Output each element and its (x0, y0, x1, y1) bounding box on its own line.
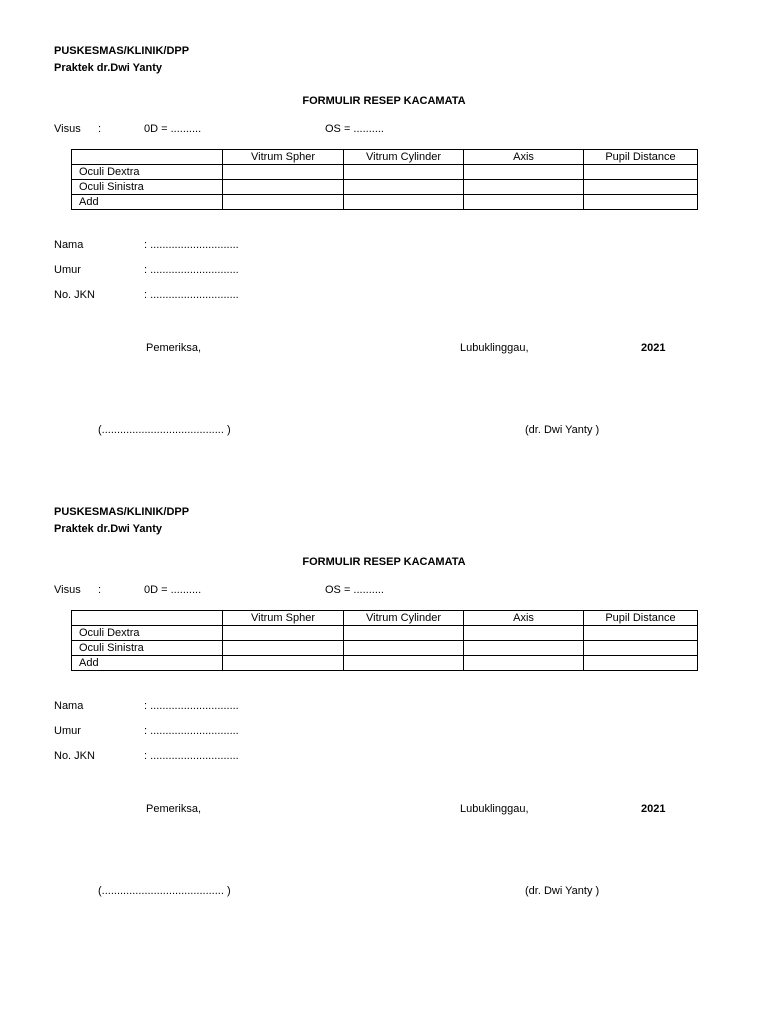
doctor-signature: (dr. Dwi Yanty ) (525, 424, 600, 436)
table-cell[interactable] (344, 656, 464, 671)
table-cell[interactable] (464, 656, 584, 671)
table-header-cell: Vitrum Cylinder (344, 611, 464, 626)
city-label: Lubuklinggau, (460, 342, 529, 354)
table-cell[interactable] (223, 626, 344, 641)
table-row (72, 641, 698, 656)
table-cell[interactable] (464, 180, 584, 195)
table-cell[interactable] (223, 180, 344, 195)
row-label: Oculi Sinistra (72, 180, 223, 195)
umur-field[interactable]: : ............................. (144, 725, 239, 737)
table-row (72, 180, 698, 195)
no-jkn-label: No. JKN (54, 289, 95, 301)
prescription-form-2 (0, 461, 768, 921)
visus-od-field[interactable]: 0D = .......... (144, 123, 202, 135)
practice-name: Praktek dr.Dwi Yanty (54, 62, 163, 74)
nama-field[interactable]: : ............................. (144, 700, 239, 712)
form-title: FORMULIR RESEP KACAMATA (302, 556, 466, 568)
row-label: Oculi Sinistra (72, 641, 223, 656)
year-label: 2021 (641, 803, 666, 815)
nama-label: Nama (54, 700, 84, 712)
table-header-row (72, 611, 698, 626)
visus-os-field[interactable]: OS = .......... (325, 584, 384, 596)
visus-od-field[interactable]: 0D = .......... (144, 584, 202, 596)
table-header-cell: Vitrum Spher (223, 611, 344, 626)
row-label: Oculi Dextra (72, 165, 223, 180)
table-header-cell: Pupil Distance (584, 611, 698, 626)
examiner-label: Pemeriksa, (146, 342, 202, 354)
table-row (72, 165, 698, 180)
table-cell[interactable] (344, 180, 464, 195)
examiner-label: Pemeriksa, (146, 803, 202, 815)
prescription-form-1 (0, 0, 768, 460)
examiner-signature-field[interactable]: (........................................ ) (98, 885, 231, 897)
table-cell[interactable] (223, 641, 344, 656)
doctor-signature: (dr. Dwi Yanty ) (525, 885, 600, 897)
no-jkn-field[interactable]: : ............................. (144, 750, 239, 762)
table-cell[interactable] (464, 641, 584, 656)
no-jkn-label: No. JKN (54, 750, 95, 762)
table-cell[interactable] (223, 165, 344, 180)
city-label: Lubuklinggau, (460, 803, 529, 815)
table-cell[interactable] (584, 165, 698, 180)
umur-field[interactable]: : ............................. (144, 264, 239, 276)
table-cell[interactable] (223, 656, 344, 671)
visus-label: Visus (54, 584, 81, 596)
umur-label: Umur (54, 725, 81, 737)
nama-field[interactable]: : ............................. (144, 239, 239, 251)
form-title: FORMULIR RESEP KACAMATA (302, 95, 466, 107)
org-name: PUSKESMAS/KLINIK/DPP (54, 45, 190, 57)
table-row (72, 626, 698, 641)
table-cell[interactable] (464, 195, 584, 210)
table-header-cell (72, 611, 223, 626)
table-cell[interactable] (584, 180, 698, 195)
table-row (72, 195, 698, 210)
row-label: Add (72, 656, 223, 671)
prescription-table (71, 610, 698, 671)
table-header-cell (72, 150, 223, 165)
umur-label: Umur (54, 264, 81, 276)
practice-name: Praktek dr.Dwi Yanty (54, 523, 163, 535)
visus-os-field[interactable]: OS = .......... (325, 123, 384, 135)
table-header-cell: Axis (464, 150, 584, 165)
table-header-cell: Vitrum Cylinder (344, 150, 464, 165)
visus-label: Visus (54, 123, 81, 135)
table-cell[interactable] (464, 165, 584, 180)
row-label: Add (72, 195, 223, 210)
table-cell[interactable] (584, 641, 698, 656)
table-cell[interactable] (584, 195, 698, 210)
table-cell[interactable] (344, 195, 464, 210)
visus-colon: : (98, 584, 102, 596)
table-cell[interactable] (344, 626, 464, 641)
row-label: Oculi Dextra (72, 626, 223, 641)
table-header-row (72, 150, 698, 165)
table-cell[interactable] (344, 165, 464, 180)
table-header-cell: Vitrum Spher (223, 150, 344, 165)
table-cell[interactable] (464, 626, 584, 641)
no-jkn-field[interactable]: : ............................. (144, 289, 239, 301)
visus-colon: : (98, 123, 102, 135)
org-name: PUSKESMAS/KLINIK/DPP (54, 506, 190, 518)
prescription-table (71, 149, 698, 210)
table-cell[interactable] (584, 656, 698, 671)
table-cell[interactable] (223, 195, 344, 210)
examiner-signature-field[interactable]: (........................................ ) (98, 424, 231, 436)
nama-label: Nama (54, 239, 84, 251)
table-cell[interactable] (584, 626, 698, 641)
year-label: 2021 (641, 342, 666, 354)
table-cell[interactable] (344, 641, 464, 656)
table-header-cell: Axis (464, 611, 584, 626)
table-header-cell: Pupil Distance (584, 150, 698, 165)
table-row (72, 656, 698, 671)
